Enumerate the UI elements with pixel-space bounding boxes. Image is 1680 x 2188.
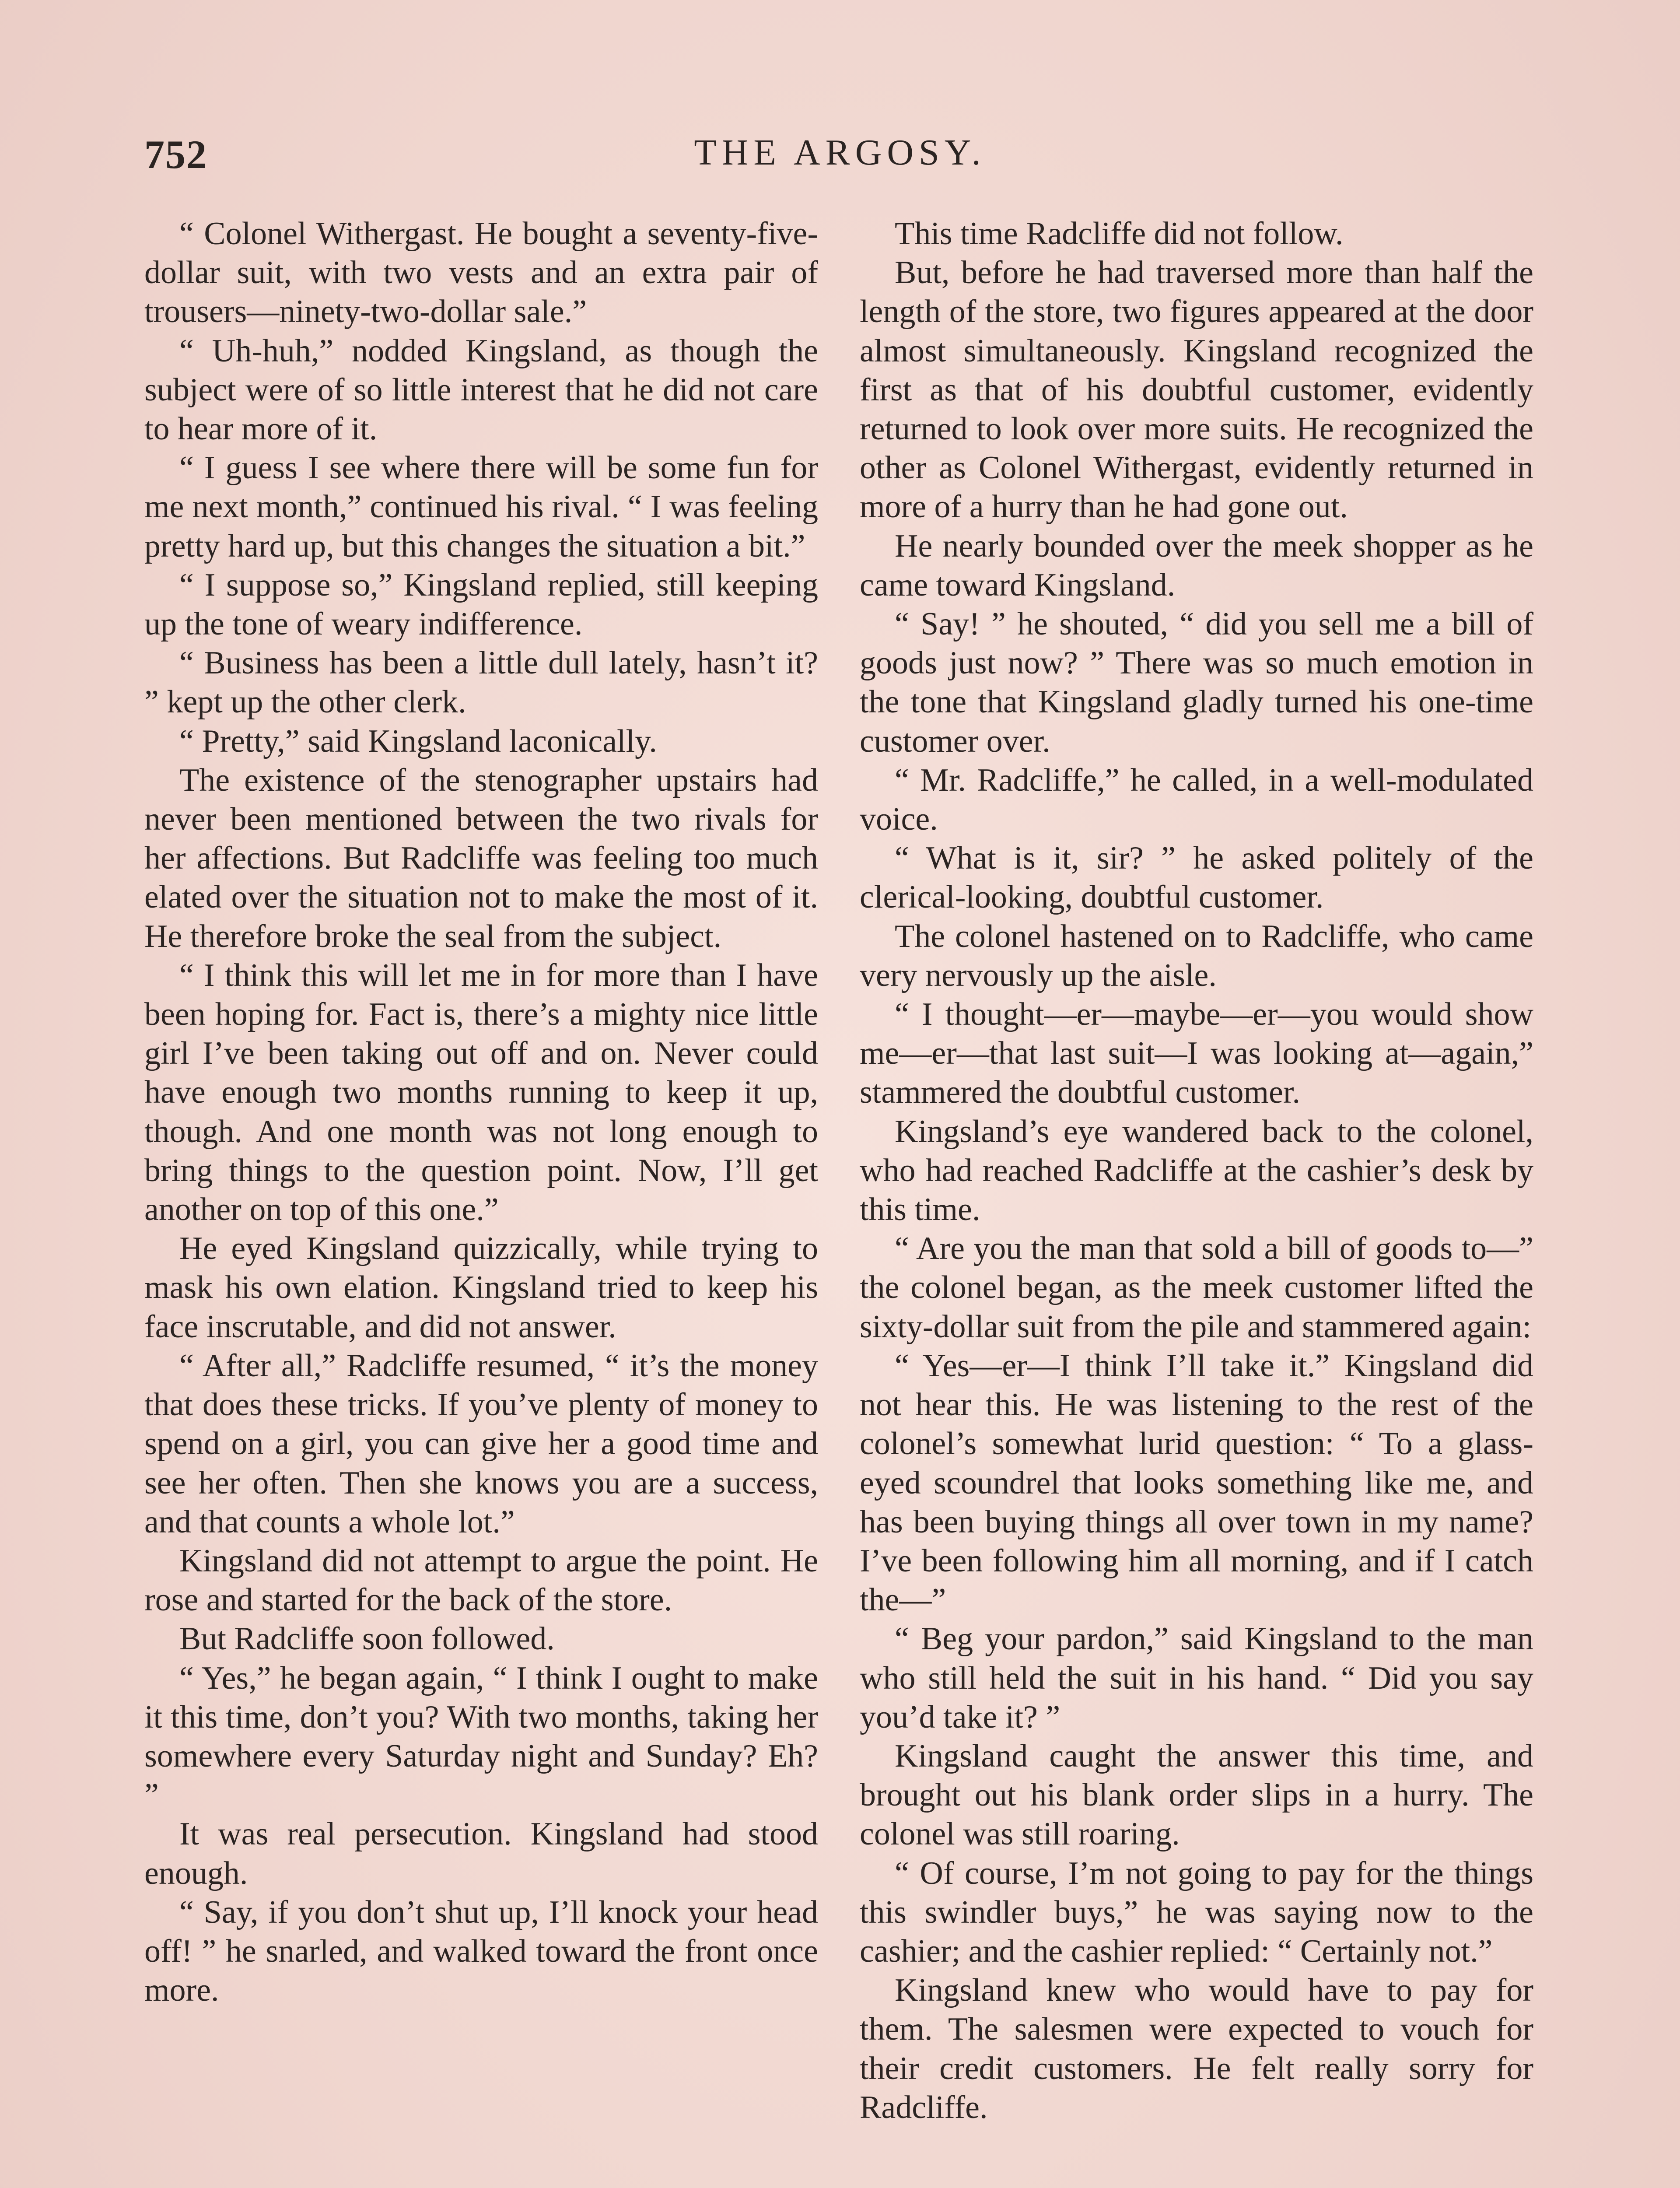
paragraph: “ I guess I see where there will be some fun for me next month,” continued his rival. “ I was feeling pretty hard up, but this changes the situation a bit.” — [144, 450, 818, 564]
paragraph: He eyed Kingsland quizzically, while trying to mask his own elation. Kingsland tried to keep his face inscrutable, and did not answer. — [144, 1231, 818, 1345]
paragraph: “ Yes—er—I think I’ll take it.” Kingsland did not hear this. He was listening to the rest of the colonel’s somewhat lurid question: “ To a glass-eyed scoundrel that looks something like me, and has been buying things all over town in my name? I’ve been following him all morning, and if I catch the—” — [860, 1347, 1533, 1618]
paragraph: “ Pretty,” said Kingsland laconically. — [179, 723, 657, 759]
paragraph: “ Are you the man that sold a bill of goods to—” the colonel began, as the meek customer lifted the sixty-dollar suit from the pile and stammered again: — [860, 1231, 1533, 1345]
paragraph: “ Business has been a little dull lately, hasn’t it? ” kept up the other clerk. — [144, 645, 818, 720]
paragraph: “ Beg your pardon,” said Kingsland to the man who still held the suit in his hand. “ Did you say you’d take it? ” — [860, 1621, 1533, 1735]
paragraph: “ Say, if you don’t shut up, I’ll knock your head off! ” he snarled, and walked toward the front once more. — [144, 1894, 818, 2009]
paragraph: Kingsland caught the answer this time, and brought out his blank order slips in a hurry. The colonel was still roaring. — [860, 1738, 1533, 1852]
right-column — [860, 214, 1533, 2127]
paragraph: “ Uh-huh,” nodded Kingsland, as though the subject were of so little interest that he did not care to hear more of it. — [144, 333, 818, 447]
paragraph: “ Of course, I’m not going to pay for the things this swindler buys,” he was saying now to the cashier; and the cashier replied: “ Certainly not.” — [860, 1855, 1533, 1969]
page-header — [144, 131, 1536, 184]
paragraph: The colonel hastened on to Radcliffe, who came very nervously up the aisle. — [860, 918, 1533, 993]
running-title: THE ARGOSY. — [694, 132, 986, 173]
page-number: 752 — [144, 132, 207, 177]
paragraph: “ I suppose so,” Kingsland replied, still keeping up the tone of weary indifference. — [144, 567, 818, 642]
paragraph: This time Radcliffe did not follow. — [895, 216, 1344, 252]
paragraph: “ After all,” Radcliffe resumed, “ it’s the money that does these tricks. If you’ve plenty of money to spend on a girl, you can give her a good time and see her often. Then she knows you are a success, and that counts a whole lot.” — [144, 1347, 818, 1540]
paragraph: “ What is it, sir? ” he asked politely of the clerical-looking, doubtful customer. — [860, 840, 1533, 915]
paragraph: “ Say! ” he shouted, “ did you sell me a bill of goods just now? ” There was so much emotion in the tone that Kingsland gladly turned his one-time customer over. — [860, 606, 1533, 759]
paragraph: Kingsland’s eye wandered back to the colonel, who had reached Radcliffe at the cashier’s desk by this time. — [860, 1113, 1533, 1228]
paragraph: “ I think this will let me in for more than I have been hoping for. Fact is, there’s a mighty nice little girl I’ve been taking out off and on. Never could have enough two months running to keep it up, though. And one month was not long enough to bring things to the question point. Now, I’ll get another on top of this one.” — [144, 957, 818, 1228]
paragraph: “ Yes,” he began again, “ I think I ought to make it this time, don’t you? With two months, taking her somewhere every Saturday night and Sunday? Eh? ” — [144, 1660, 818, 1813]
paragraph: “ I thought—er—maybe—er—you would show me—er—that last suit—I was looking at—again,” stammered the doubtful customer. — [860, 996, 1533, 1111]
paragraph: Kingsland did not attempt to argue the point. He rose and started for the back of the store. — [144, 1543, 818, 1618]
paragraph: It was real persecution. Kingsland had stood enough. — [144, 1816, 818, 1891]
paragraph: Kingsland knew who would have to pay for them. The salesmen were expected to vouch for their credit customers. He felt really sorry for Radcliffe. — [860, 1972, 1533, 2125]
paragraph: The existence of the stenographer upstairs had never been mentioned between the two rivals for her affections. But Radcliffe was feeling too much elated over the situation not to make the most of it. He therefore broke the seal from the subject. — [144, 762, 818, 954]
paragraph: “ Colonel Withergast. He bought a seventy-five-dollar suit, with two vests and an extra pair of trousers—ninety-two-dollar sale.” — [144, 216, 818, 330]
paragraph: But, before he had traversed more than half the length of the store, two figures appeared at the door almost simultaneously. Kingsland recognized the first as that of his doubtful customer, evidently returned to look over more suits. He recognized the other as Colonel Withergast, evidently returned in more of a hurry than he had gone out. — [860, 255, 1533, 525]
paragraph: He nearly bounded over the meek shopper as he came toward Kingsland. — [860, 528, 1533, 603]
left-column — [144, 214, 818, 2010]
paragraph: “ Mr. Radcliffe,” he called, in a well-modulated voice. — [860, 762, 1533, 838]
paragraph: But Radcliffe soon followed. — [179, 1621, 555, 1657]
